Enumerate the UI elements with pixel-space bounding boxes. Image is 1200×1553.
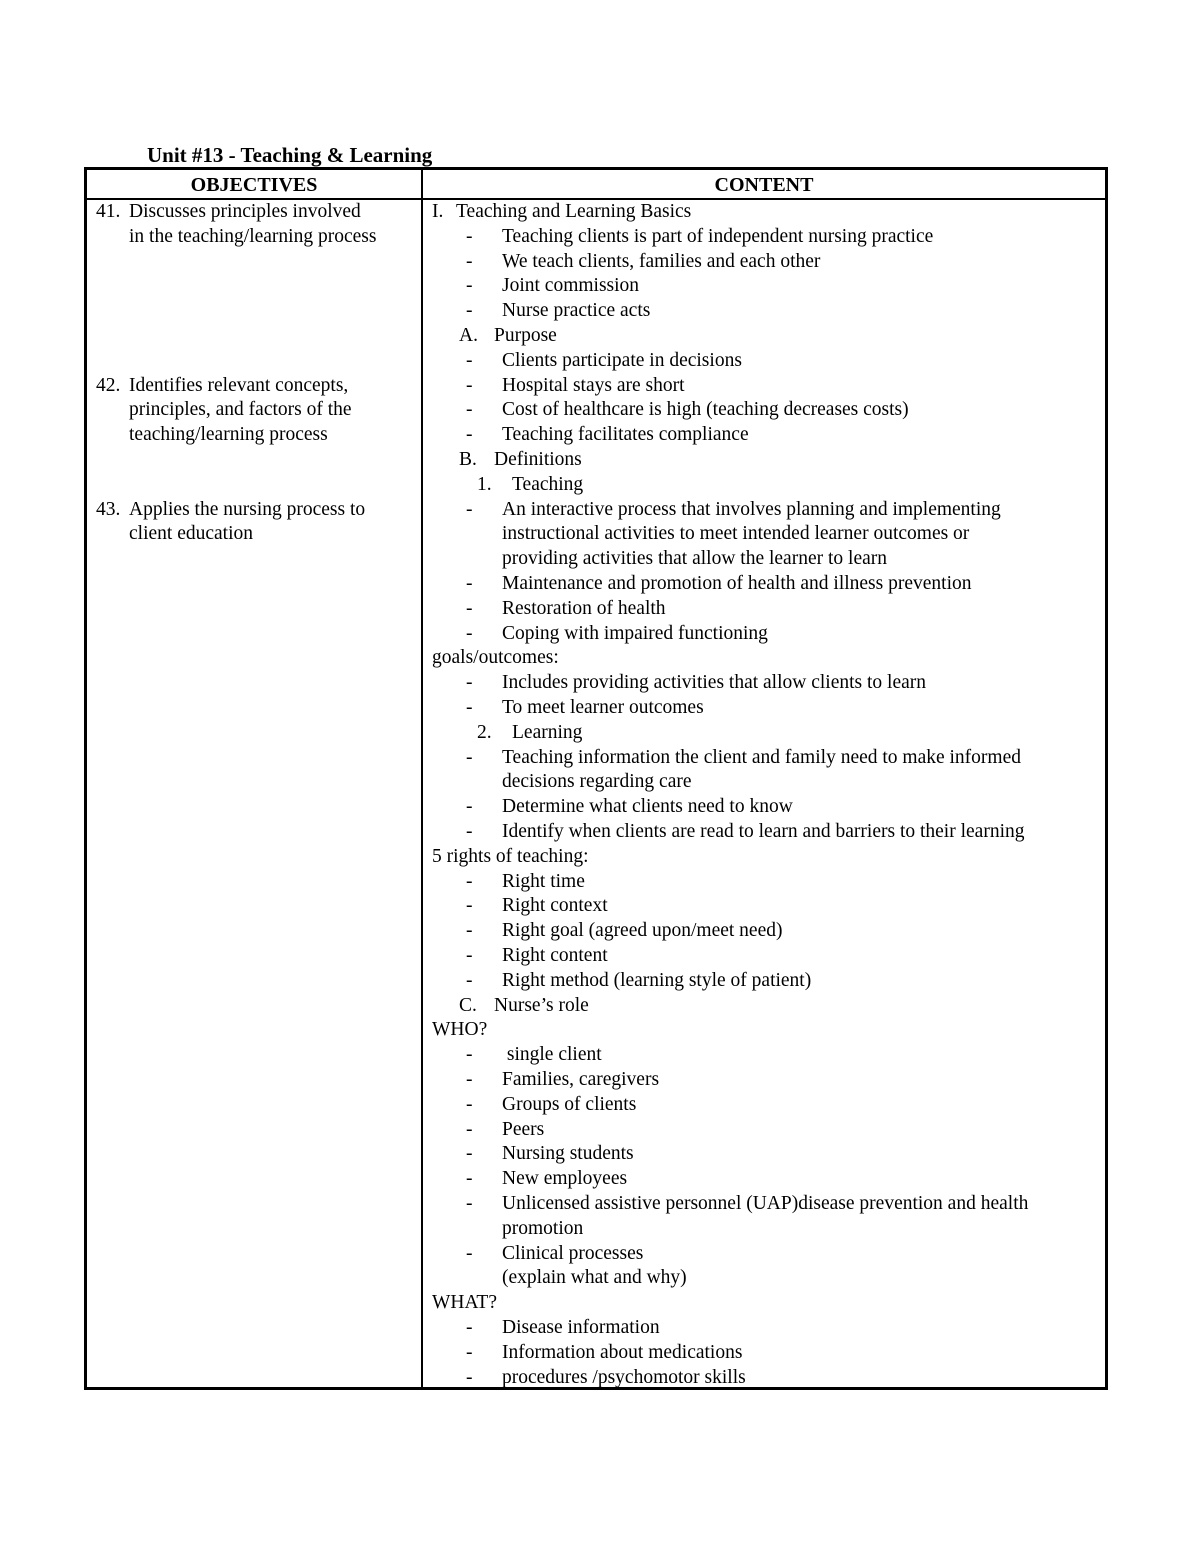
bullet-dash: -: [466, 895, 473, 917]
objective-text: in the teaching/learning process: [129, 225, 377, 247]
content-item: Teaching clients is part of independent nursing practice: [502, 225, 934, 247]
content-label: WHAT?: [432, 1292, 497, 1314]
bullet-dash: -: [466, 672, 473, 694]
bullet-dash: -: [466, 746, 473, 768]
objective-text: Applies the nursing process to: [129, 498, 366, 520]
bullet-dash: -: [466, 1366, 473, 1388]
bullet-dash: -: [466, 1317, 473, 1338]
bullet-dash: -: [466, 573, 473, 594]
content-item: Right method (learning style of patient): [502, 969, 812, 991]
content-item: Hospital stays are short: [502, 374, 685, 396]
bullet-dash: -: [466, 697, 473, 718]
bullet-dash: -: [466, 399, 473, 421]
bullet-dash: -: [466, 821, 473, 842]
content-heading: Teaching and Learning Basics: [456, 201, 692, 222]
content-item: An interactive process that involves planning and implementing: [502, 498, 1001, 520]
bullet-dash: -: [466, 1341, 473, 1363]
bullet-dash: -: [466, 920, 473, 942]
bullet-dash: -: [466, 1118, 473, 1140]
outline-marker: 1.: [477, 473, 492, 495]
content-item: Determine what clients need to know: [502, 796, 793, 818]
content-item: Identify when clients are read to learn and barriers to their learning: [502, 821, 1025, 842]
outline-marker: C.: [459, 994, 477, 1016]
content-label: goals/outcomes:: [432, 647, 559, 669]
objective-text: Discusses principles involved: [129, 201, 361, 222]
content-item: Clinical processes: [502, 1242, 644, 1264]
content-item: Maintenance and promotion of health and illness prevention: [502, 573, 972, 594]
bullet-dash: -: [466, 597, 473, 619]
content-label: 5 rights of teaching:: [432, 845, 589, 867]
content-item: Teaching information the client and family need to make informed: [502, 746, 1021, 768]
content-item: Peers: [502, 1118, 545, 1140]
bullet-dash: -: [466, 424, 473, 446]
objective-text: Identifies relevant concepts,: [129, 374, 349, 396]
content-item: procedures /psychomotor skills: [502, 1366, 746, 1388]
content-item: Joint commission: [502, 275, 640, 297]
bullet-dash: -: [466, 796, 473, 818]
content-item: Includes providing activities that allow clients to learn: [502, 672, 927, 694]
content-heading: Purpose: [494, 325, 557, 346]
document-title: Unit #13 - Teaching & Learning: [147, 143, 433, 167]
content-heading: Definitions: [494, 449, 582, 470]
bullet-dash: -: [466, 969, 473, 991]
bullet-dash: -: [466, 1044, 473, 1066]
content-item: We teach clients, families and each other: [502, 250, 821, 272]
content-item: New employees: [502, 1168, 628, 1190]
outline-marker: A.: [459, 325, 478, 346]
content-item: Nursing students: [502, 1143, 634, 1165]
content-item: Cost of healthcare is high (teaching decreases costs): [502, 399, 909, 421]
content-item: Teaching facilitates compliance: [502, 424, 749, 446]
bullet-dash: -: [466, 498, 473, 520]
objective-text: principles, and factors of the: [129, 399, 352, 421]
bullet-dash: -: [466, 622, 473, 644]
column-divider: [421, 170, 423, 1387]
content-item: decisions regarding care: [502, 771, 692, 793]
content-item: Groups of clients: [502, 1093, 637, 1115]
outline-marker: B.: [459, 449, 477, 470]
content-heading: Learning: [512, 721, 583, 743]
bullet-dash: -: [466, 1093, 473, 1115]
objective-number: 43.: [96, 498, 121, 520]
content-label: WHO?: [432, 1019, 488, 1041]
objective-text: teaching/learning process: [129, 424, 328, 446]
content-item: single client: [502, 1044, 602, 1066]
bullet-dash: -: [466, 349, 473, 371]
outline-marker: I.: [432, 201, 444, 222]
content-heading: Teaching: [512, 473, 584, 495]
content-item: Restoration of health: [502, 597, 666, 619]
bullet-dash: -: [466, 1069, 473, 1090]
objective-number: 41.: [96, 201, 121, 222]
content-item: providing activities that allow the learner to learn: [502, 548, 887, 570]
content-item: Right time: [502, 870, 585, 892]
bullet-dash: -: [466, 1143, 473, 1165]
bullet-dash: -: [466, 1168, 473, 1190]
content-item: Families, caregivers: [502, 1069, 660, 1090]
bullet-dash: -: [466, 870, 473, 892]
outline-marker: 2.: [477, 721, 492, 743]
content-item: Right context: [502, 895, 608, 917]
content-item: Right content: [502, 945, 608, 966]
content-item: Right goal (agreed upon/meet need): [502, 920, 783, 942]
objectives-column-header: OBJECTIVES: [190, 174, 318, 196]
content-item: instructional activities to meet intended learner outcomes or: [502, 523, 970, 545]
bullet-dash: -: [466, 374, 473, 396]
content-item: (explain what and why): [502, 1267, 687, 1289]
content-item: promotion: [502, 1217, 584, 1239]
objective-number: 42.: [96, 374, 121, 396]
content-item: Information about medications: [502, 1341, 743, 1363]
content-item: To meet learner outcomes: [502, 697, 704, 718]
content-item: Coping with impaired functioning: [502, 622, 768, 644]
content-item: Unlicensed assistive personnel (UAP)disease prevention and health: [502, 1193, 1029, 1214]
bullet-dash: -: [466, 300, 473, 322]
bullet-dash: -: [466, 1242, 473, 1264]
bullet-dash: -: [466, 945, 473, 966]
content-item: Clients participate in decisions: [502, 349, 742, 371]
content-column-header: CONTENT: [714, 174, 814, 196]
content-item: Disease information: [502, 1317, 660, 1338]
bullet-dash: -: [466, 225, 473, 247]
bullet-dash: -: [466, 275, 473, 297]
content-heading: Nurse’s role: [494, 994, 589, 1016]
objective-text: client education: [129, 523, 253, 545]
content-item: Nurse practice acts: [502, 300, 651, 322]
bullet-dash: -: [466, 1193, 473, 1214]
bullet-dash: -: [466, 250, 473, 272]
